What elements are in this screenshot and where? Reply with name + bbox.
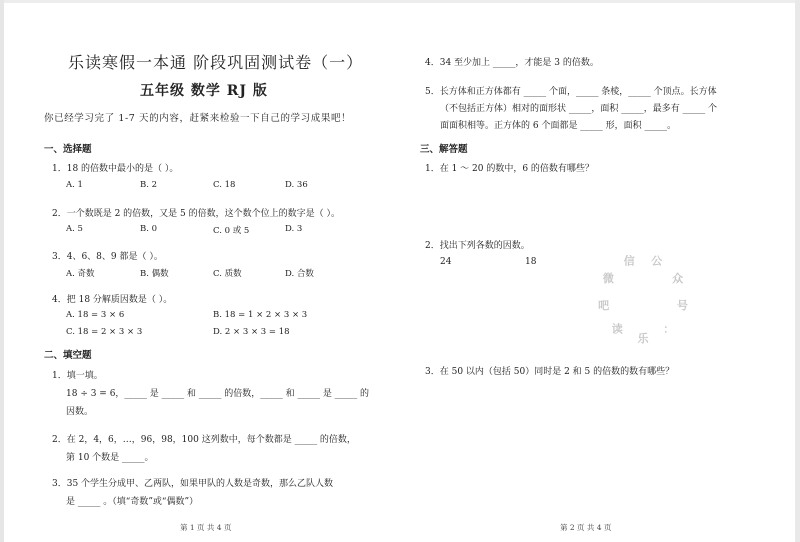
answer-q2: 2．找出下列各数的因数。: [425, 241, 530, 251]
fill-q1-stem: 1．填一填。: [52, 371, 103, 381]
stamp-char: 微: [602, 272, 614, 285]
fill-q5-line1: 5．长方体和正方体都有 _____ 个面，_____ 条棱，_____ 个顶点。长方体: [425, 87, 717, 97]
answer-q2-number-24: 24: [440, 257, 452, 267]
exam-title: 乐读寒假一本通 阶段巩固测试卷（一）: [68, 53, 364, 72]
stamp-char: 吧: [598, 298, 610, 312]
fill-q2-line2: 第 10 个数是 _____。: [66, 453, 154, 463]
choice-q1-option-b: B. 2: [140, 180, 158, 190]
choice-q1-option-c: C. 18: [213, 180, 236, 190]
section-fill-heading: 二、填空题: [44, 350, 92, 361]
choice-q4-option-c: C. 18 = 2 × 3 × 3: [66, 327, 143, 337]
choice-q4-option-a: A. 18 = 3 × 6: [66, 310, 125, 320]
fill-q5-line2: （不包括正方体）相对的面形状 _____，面积 _____，最多有 _____ 个: [440, 104, 717, 114]
stamp-char: 公: [651, 254, 663, 268]
answer-q1: 1．在 1 ～ 20 的数中，6 的倍数有哪些？: [425, 164, 594, 174]
choice-q2-option-d: D. 3: [285, 224, 303, 234]
choice-q3-option-a: A. 奇数: [66, 269, 95, 279]
exam-subtitle: 五年级 数学 RJ 版: [140, 83, 268, 99]
right-page-footer: 第 2 页 共 4 页: [560, 523, 612, 532]
choice-q3-option-d: D. 合数: [285, 269, 314, 279]
answer-q3: 3．在 50 以内（包括 50）同时是 2 和 5 的倍数的数有哪些？: [425, 367, 675, 377]
choice-q2-option-a: A. 5: [66, 224, 83, 234]
left-page-footer: 第 1 页 共 4 页: [180, 523, 232, 532]
fill-q1-line1: 18 ÷ 3 = 6，_____ 是 _____ 和 _____ 的倍数，_____ 和 _____ 是 _____ 的: [66, 389, 370, 399]
stamp-char: 众: [672, 272, 684, 285]
fill-q4: 4．34 至少加上 _____，才能是 3 的倍数。: [425, 58, 599, 68]
fill-q3-line1: 3．35 个学生分成甲、乙两队，如果甲队的人数是奇数，那么乙队人数: [52, 479, 334, 489]
section-answer-heading: 三、解答题: [420, 144, 468, 155]
fill-q5-line3: 面面积相等。正方体的 6 个面都是 _____ 形，面积 _____。: [440, 121, 677, 131]
section-choice-heading: 一、选择题: [44, 144, 92, 155]
page-top-edge: [0, 0, 800, 3]
fill-q3-line2: 是 _____ 。（填“奇数”或“偶数”）: [66, 497, 199, 507]
choice-q3-option-c: C. 质数: [213, 269, 242, 279]
fill-q1-line2: 因数。: [66, 407, 94, 417]
choice-q4-option-b: B. 18 = 1 × 2 × 3 × 3: [213, 310, 308, 320]
choice-q1-option-d: D. 36: [285, 180, 308, 190]
stamp-char: 信: [623, 254, 635, 268]
intro-text: 你已经学习完了 1-7 天的内容，赶紧来检验一下自己的学习成果吧！: [44, 113, 352, 124]
stamp-char: ：: [663, 322, 675, 336]
answer-q2-number-18: 18: [525, 257, 537, 267]
choice-q2-option-b: B. 0: [140, 224, 158, 234]
choice-q1-stem: 1．18 的倍数中最小的是（ ）。: [52, 164, 179, 174]
stamp-char: 乐: [637, 332, 649, 345]
choice-q2-stem: 2．一个数既是 2 的倍数，又是 5 的倍数，这个数个位上的数字是（ ）。: [52, 209, 340, 219]
choice-q2-option-c: C. 0 或 5: [213, 226, 250, 236]
choice-q3-stem: 3．4、6、8、9 都是（ ）。: [52, 252, 163, 262]
fill-q2-line1: 2．在 2，4，6，…，96，98，100 这列数中，每个数都是 _____ 的倍数，: [52, 435, 356, 445]
choice-q3-option-b: B. 偶数: [140, 269, 169, 279]
watermark-stamp: [588, 243, 698, 353]
choice-q4-stem: 4．把 18 分解质因数是（ ）。: [52, 295, 173, 305]
stamp-char: 号: [676, 298, 688, 312]
page-left-edge: [0, 0, 4, 542]
page-right-edge: [795, 0, 800, 542]
stamp-char: 读: [611, 322, 623, 336]
choice-q1-option-a: A. 1: [66, 180, 83, 190]
choice-q4-option-d: D. 2 × 3 × 3 = 18: [213, 327, 290, 337]
